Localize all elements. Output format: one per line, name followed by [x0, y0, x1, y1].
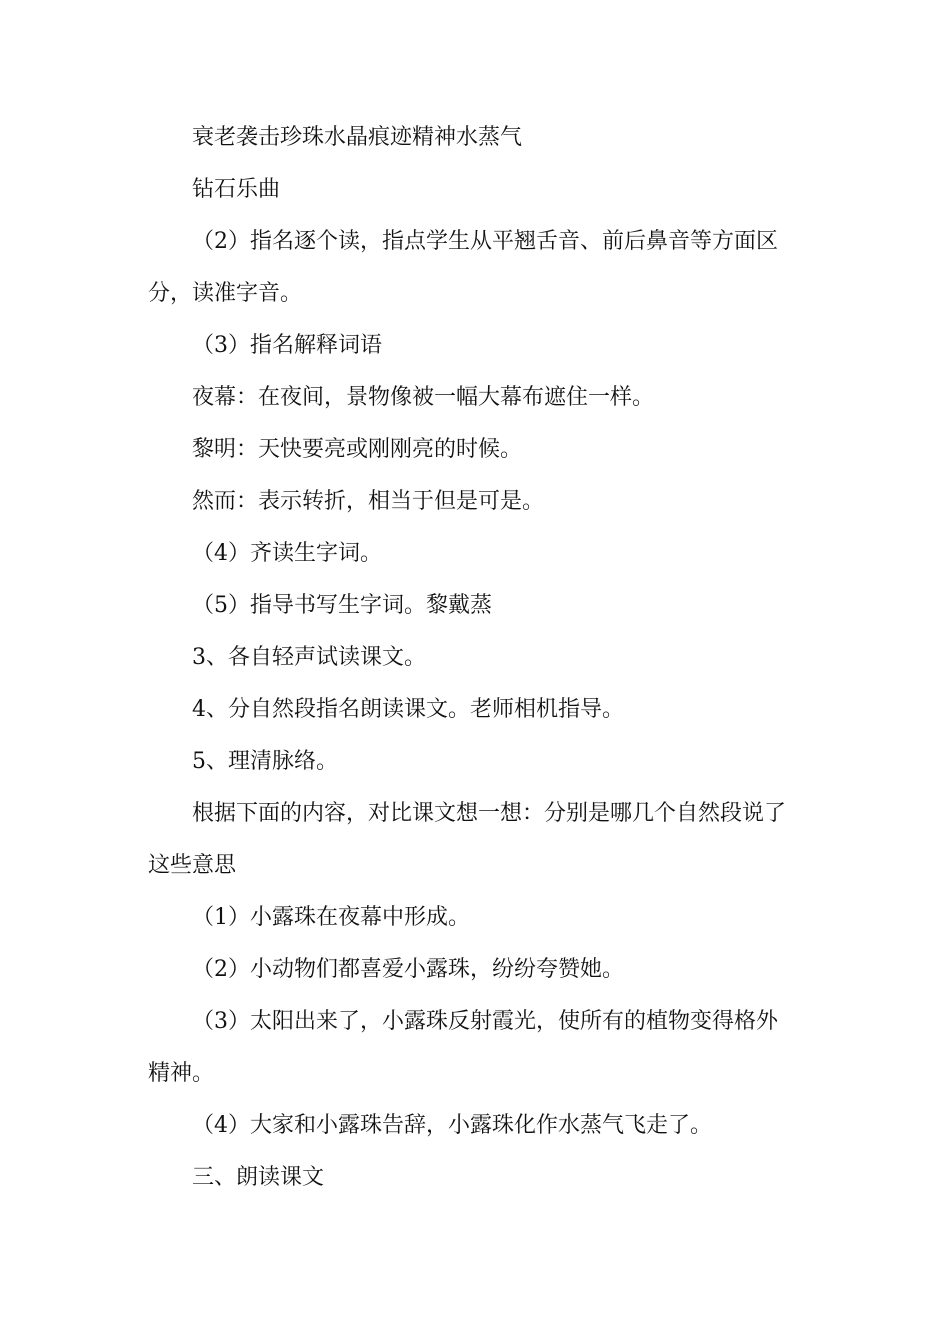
- meaning-2: （2）小动物们都喜爱小露珠，纷纷夸赞她。: [192, 957, 624, 982]
- instruction-paragraph: 根据下面的内容，对比课文想一想：分别是哪几个自然段说了这些意思: [148, 801, 787, 878]
- meaning-3: （3）太阳出来了，小露珠反射霞光，使所有的植物变得格外精神。: [148, 1009, 778, 1086]
- word-list-line-1: 衰老袭击珍珠水晶痕迹精神水蒸气: [192, 125, 523, 150]
- word-list-line-2: 钻石乐曲: [192, 177, 281, 202]
- step-4-paragraph: （4）齐读生字词。: [192, 541, 382, 566]
- definition-yemu: 夜幕：在夜间，景物像被一幅大幕布遮住一样。: [192, 385, 655, 410]
- section-3-heading: 三、朗读课文: [192, 1165, 325, 1190]
- step-5-paragraph: （5）指导书写生字词。黎戴蒸: [192, 593, 492, 618]
- item-5-paragraph: 5、理清脉络。: [192, 749, 338, 774]
- step-3-heading: （3）指名解释词语: [192, 333, 382, 358]
- item-4-paragraph: 4、分自然段指名朗读课文。老师相机指导。: [192, 697, 624, 722]
- definition-raner: 然而：表示转折，相当于但是可是。: [192, 489, 545, 514]
- definition-liming: 黎明：天快要亮或刚刚亮的时候。: [192, 437, 523, 462]
- meaning-1: （1）小露珠在夜幕中形成。: [192, 905, 470, 930]
- meaning-4: （4）大家和小露珠告辞，小露珠化作水蒸气飞走了。: [192, 1113, 712, 1138]
- item-3-paragraph: 3、各自轻声试读课文。: [192, 645, 426, 670]
- step-2-paragraph: （2）指名逐个读，指点学生从平翘舌音、前后鼻音等方面区分，读准字音。: [148, 229, 778, 306]
